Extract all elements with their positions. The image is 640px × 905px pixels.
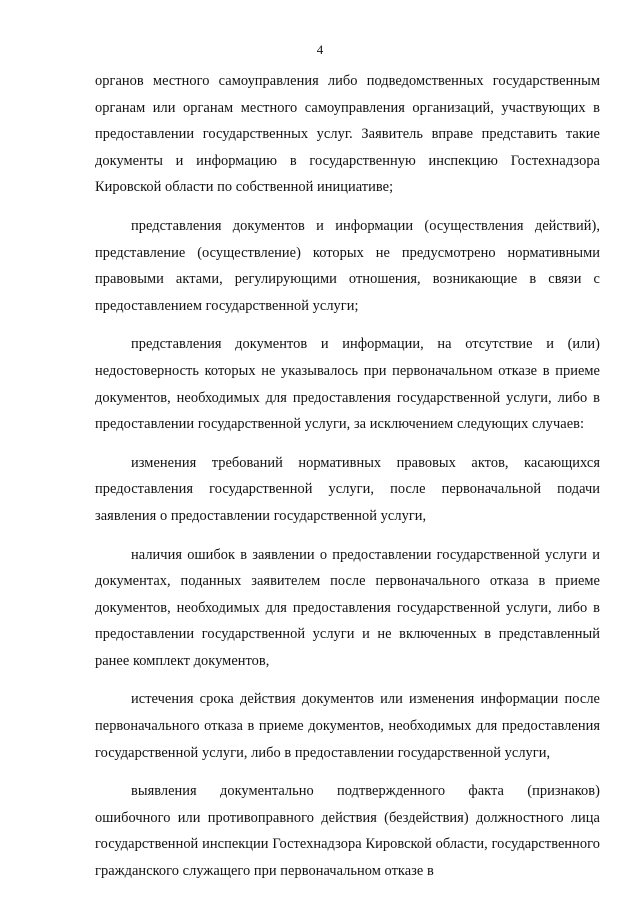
paragraph-7: выявления документально подтвержденного факта (признаков) ошибочного или противоправного действия (бездействия) должностного лица государственной инспекции Гостехнадзора Кировской области, государственного гражданского служащего при первоначальном отказе в	[95, 783, 600, 880]
paragraph-1: органов местного самоуправления либо подведомственных государственным органам или органам местного самоуправления организаций, участвующих в предоставлении государственных услуг. Заявитель вправе представить такие документы и информацию в государственную инспекцию Гостехнадзора Кировской области по собственной инициативе;	[95, 73, 600, 196]
page-number: 4	[316, 42, 324, 57]
paragraph-2: представления документов и информации (осуществления действий), представление (осуществление) которых не предусмотрено нормативными правовыми актами, регулирующими отношения, возникающие в связи с предоставлением государственной услуги;	[95, 217, 600, 314]
paragraph-4: изменения требований нормативных правовых актов, касающихся предоставления государственной услуги, после первоначальной подачи заявления о предоставлении государственной услуги,	[95, 454, 600, 524]
document-body	[95, 68, 600, 885]
paragraph-3: представления документов и информации, на отсутствие и (или) недостоверность которых не указывалось при первоначальном отказе в приеме документов, необходимых для предоставления государственной услуги, либо в предоставлении государственной услуги, за исключением следующих случаев:	[95, 336, 600, 433]
paragraph-5: наличия ошибок в заявлении о предоставлении государственной услуги и документах, поданных заявителем после первоначального отказа в приеме документов, необходимых для предоставления государственной услуги, либо в предоставлении государственной услуги и не включенных в представленный ранее комплект документов,	[95, 546, 600, 669]
paragraph-6: истечения срока действия документов или изменения информации после первоначального отказа в приеме документов, необходимых для предоставления государственной услуги, либо в предоставлении государственной услуги,	[95, 691, 600, 761]
